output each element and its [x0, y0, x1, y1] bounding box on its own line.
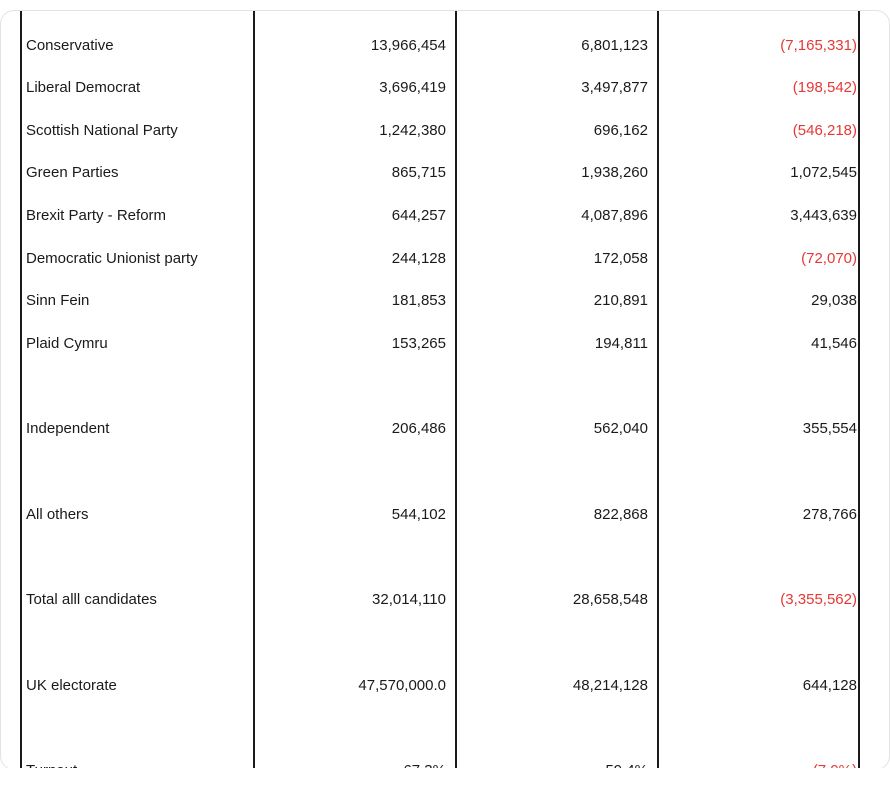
vote-change: (198,542) — [792, 79, 857, 96]
table-row — [1, 503, 889, 527]
vote-change: (7,165,331) — [780, 37, 857, 54]
votes-2024: 696,162 — [593, 122, 648, 139]
votes-2024: 28,658,548 — [572, 591, 648, 608]
table-row — [1, 289, 889, 313]
party-name: Scottish National Party — [26, 122, 178, 139]
votes-2019: 181,853 — [391, 292, 446, 309]
votes-2019: 153,265 — [391, 335, 446, 352]
votes-2024: 4,087,896 — [581, 207, 648, 224]
votes-2019: 644,257 — [391, 207, 446, 224]
votes-2019: 865,715 — [391, 164, 446, 181]
table-row — [1, 247, 889, 271]
vote-change: 1,072,545 — [790, 164, 857, 181]
party-name: Democratic Unionist party — [26, 250, 198, 267]
party-name: Total alll candidates — [26, 591, 157, 608]
vote-change: 278,766 — [802, 506, 857, 523]
table-row — [1, 588, 889, 612]
vote-change: 355,554 — [802, 420, 857, 437]
data-table — [0, 10, 890, 770]
table-row — [1, 34, 889, 58]
votes-2024: 172,058 — [593, 250, 648, 267]
table-row — [1, 417, 889, 441]
party-name: Brexit Party - Reform — [26, 207, 167, 224]
table-row — [1, 76, 889, 100]
vote-change: 29,038 — [811, 292, 857, 309]
votes-2019: 1,242,380 — [379, 122, 446, 139]
party-name: Green Parties — [26, 164, 119, 181]
party-name: UK electorate — [26, 677, 117, 694]
table-row — [1, 119, 889, 143]
table-row — [1, 332, 889, 356]
votes-2019: 47,570,000.0 — [358, 677, 446, 694]
party-name: Independent — [26, 420, 110, 437]
table-row — [1, 161, 889, 185]
vote-change: (546,218) — [792, 122, 857, 139]
party-name: Sinn Fein — [26, 292, 90, 309]
votes-2024: 3,497,877 — [581, 79, 648, 96]
votes-2024: 822,868 — [593, 506, 648, 523]
vote-change: 41,546 — [811, 335, 857, 352]
votes-2024: 210,891 — [593, 292, 648, 309]
vote-change: 3,443,639 — [790, 207, 857, 224]
party-name: All others — [26, 506, 89, 523]
votes-2024: 1,938,260 — [581, 164, 648, 181]
votes-2024: 48,214,128 — [572, 677, 648, 694]
table-row — [1, 204, 889, 228]
vote-change: (3,355,562) — [780, 591, 857, 608]
party-name: Conservative — [26, 37, 114, 54]
votes-2019: 244,128 — [391, 250, 446, 267]
votes-2019: 206,486 — [391, 420, 446, 437]
party-name: Liberal Democrat — [26, 79, 141, 96]
votes-2024: 6,801,123 — [581, 37, 648, 54]
votes-2024: 562,040 — [593, 420, 648, 437]
votes-2019: 544,102 — [391, 506, 446, 523]
votes-2019: 32,014,110 — [372, 591, 446, 608]
crop-edge — [0, 768, 888, 788]
vote-change: (72,070) — [801, 250, 857, 267]
party-name: Plaid Cymru — [26, 335, 108, 352]
table-row — [1, 674, 889, 698]
votes-2019: 3,696,419 — [379, 79, 446, 96]
votes-2019: 13,966,454 — [370, 37, 446, 54]
votes-2024: 194,811 — [594, 335, 648, 352]
vote-change: 644,128 — [802, 677, 857, 694]
